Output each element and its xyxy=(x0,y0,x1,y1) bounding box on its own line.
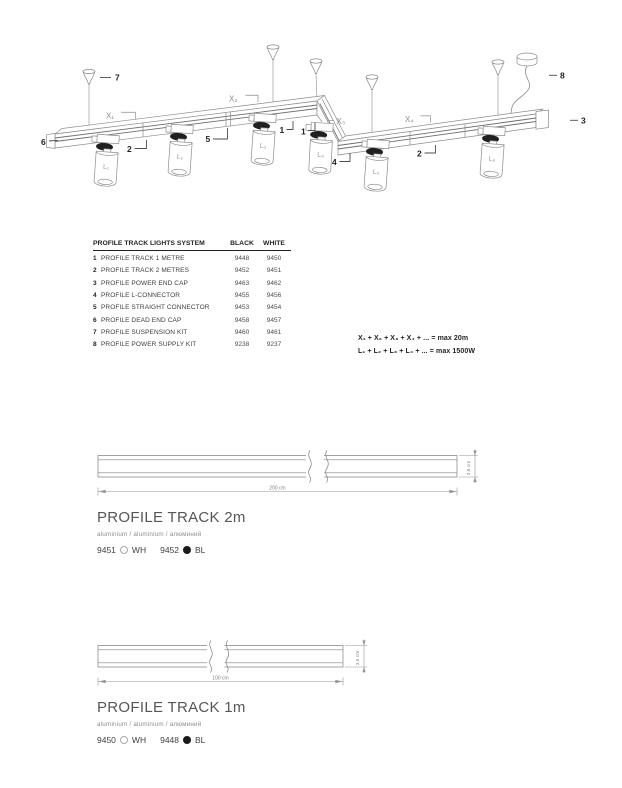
black-swatch-icon xyxy=(183,736,191,744)
callout-8: 8 xyxy=(560,70,565,81)
system-diagram xyxy=(0,0,622,215)
formula-power: L₁ + L₂ + L₃ + L₄ + ... = max 1500W xyxy=(358,347,476,355)
table-body xyxy=(93,251,291,351)
product-code: 9452 xyxy=(160,545,180,555)
table-row: 2 PROFILE TRACK 2 METRES 9452 9451 xyxy=(93,267,282,275)
power-supply-icon xyxy=(511,53,537,113)
black-swatch-icon xyxy=(183,546,191,554)
suspension-cone-icon xyxy=(366,75,378,133)
suspension-cone-icon xyxy=(267,45,279,102)
callout-5: 5 xyxy=(205,134,211,144)
variant-label: BL xyxy=(195,735,206,745)
length-dimension: 100 cm xyxy=(212,675,229,682)
svg-text:L₅: L₅ xyxy=(372,168,380,177)
white-swatch-icon xyxy=(120,736,128,744)
product-code: 9450 xyxy=(97,735,116,745)
svg-text:L₆: L₆ xyxy=(488,155,496,164)
height-dimension: 3,5 cm xyxy=(356,650,361,666)
svg-text:L₂: L₂ xyxy=(176,153,184,162)
callout-2: 2 xyxy=(127,144,132,154)
table-title: PROFILE TRACK LIGHTS SYSTEM xyxy=(93,240,205,247)
white-swatch-icon xyxy=(120,546,128,554)
variant-label: WH xyxy=(131,545,147,555)
table-row: 5 PROFILE STRAIGHT CONNECTOR 9453 9454 xyxy=(93,304,282,312)
label-x1: X₁ xyxy=(106,111,115,121)
product-materials: aluminium / aluminium / алюминий xyxy=(97,721,202,728)
table-row: 3 PROFILE POWER END CAP 9463 9462 xyxy=(93,279,282,287)
power-end-cap xyxy=(536,110,549,129)
track-1m-info xyxy=(97,699,246,745)
track-run-right xyxy=(338,109,543,155)
lamp xyxy=(475,126,506,179)
product-title: PROFILE TRACK 1m xyxy=(97,699,246,716)
formula-length: X₁ + X₂ + X₃ + X₄ + ... = max 20m xyxy=(358,335,469,342)
callout-3: 3 xyxy=(581,115,586,126)
svg-text:L₃: L₃ xyxy=(259,142,267,151)
capacity-formulas xyxy=(358,333,475,358)
table-row: 6 PROFILE DEAD END CAP 9458 9457 xyxy=(93,316,282,324)
suspension-cone-icon xyxy=(492,60,504,115)
callout-1: 1 xyxy=(301,126,306,137)
track-2m-drawing xyxy=(0,446,622,506)
table-row: 4 PROFILE L-CONNECTOR 9455 9456 xyxy=(93,292,282,300)
callout-4: 4 xyxy=(332,157,337,167)
lamp xyxy=(163,124,194,177)
lamp xyxy=(246,113,277,166)
product-code: 9448 xyxy=(160,735,180,745)
svg-text:L₄: L₄ xyxy=(316,151,325,160)
product-code: 9451 xyxy=(97,545,116,555)
length-dimension: 200 cm xyxy=(269,485,286,492)
label-x3: X₃ xyxy=(336,117,346,126)
suspension-cone-icon xyxy=(83,69,95,128)
track-2m-info xyxy=(97,509,246,555)
col-white: WHITE xyxy=(263,240,285,247)
suspension-cone-icon xyxy=(310,59,322,99)
label-x2: X₂ xyxy=(229,94,238,104)
table-row: 1 PROFILE TRACK 1 METRE 9448 9450 xyxy=(93,255,282,263)
callout-2: 2 xyxy=(417,148,422,159)
product-title: PROFILE TRACK 2m xyxy=(97,509,246,526)
lamp xyxy=(89,134,120,187)
callout-7: 7 xyxy=(115,72,120,83)
products-table xyxy=(93,240,291,351)
table-row: 8 PROFILE POWER SUPPLY KIT 9238 9237 xyxy=(93,341,282,349)
callout-6: 6 xyxy=(41,137,46,147)
table-row: 7 PROFILE SUSPENSION KIT 9460 9461 xyxy=(93,328,282,336)
svg-text:L₁: L₁ xyxy=(102,163,110,172)
product-materials: aluminium / aluminium / алюминий xyxy=(97,531,202,538)
lamp xyxy=(359,139,390,192)
label-x4: X₄ xyxy=(405,115,414,124)
variant-label: WH xyxy=(131,735,147,745)
track-1m-drawing xyxy=(0,636,622,696)
height-dimension: 3,5 cm xyxy=(467,460,472,476)
callout-1: 1 xyxy=(279,125,285,135)
table-header xyxy=(93,240,291,251)
product-codes xyxy=(97,735,246,745)
product-codes xyxy=(97,545,246,555)
variant-label: BL xyxy=(195,545,206,555)
col-black: BLACK xyxy=(230,240,254,247)
